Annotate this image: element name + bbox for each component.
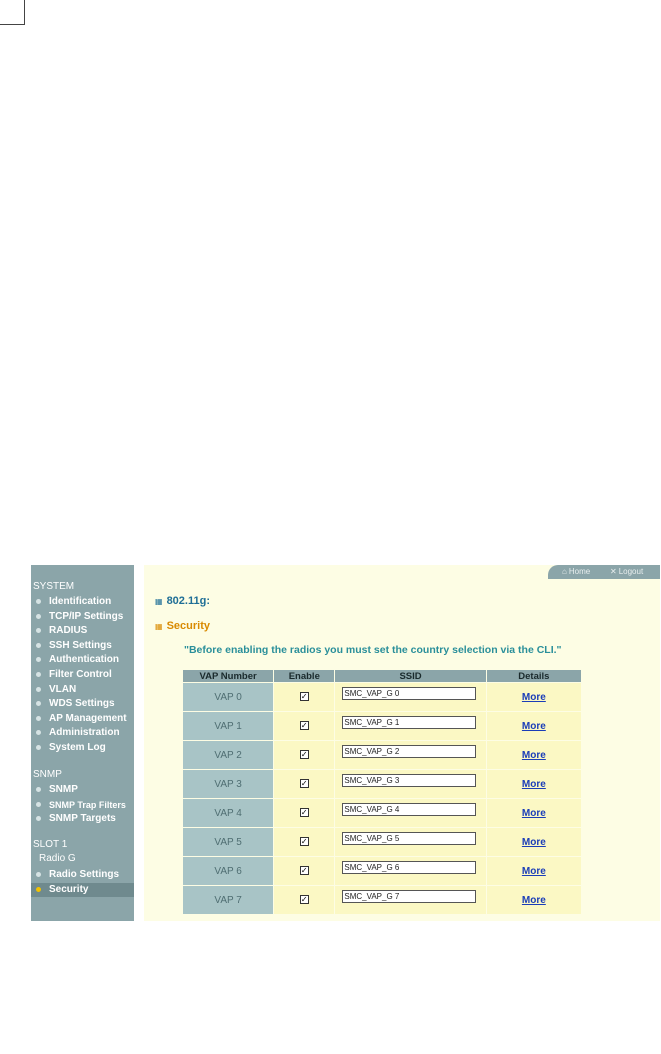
- table-row: [183, 886, 581, 914]
- sidebar-item-wds-settings[interactable]: [31, 697, 134, 711]
- gutter: [134, 565, 144, 921]
- enable-cell: [274, 886, 334, 914]
- ssid-input[interactable]: [342, 687, 476, 700]
- sidebar-item-snmp-trap-filters[interactable]: [31, 798, 134, 812]
- bullet-icon: [36, 643, 41, 648]
- sidebar-item-label: SNMP Trap Filters: [49, 799, 126, 810]
- table-row: [183, 857, 581, 885]
- enable-checkbox[interactable]: ✓: [300, 750, 308, 760]
- main-content: [144, 565, 660, 921]
- ssid-cell: [335, 683, 485, 711]
- sidebar-item-radio-settings[interactable]: [31, 868, 134, 882]
- details-cell: [487, 770, 581, 798]
- vap-number-cell: VAP 7: [183, 886, 273, 914]
- sidebar-item-label: TCP/IP Settings: [49, 610, 124, 622]
- vap-number-cell: VAP 1: [183, 712, 273, 740]
- sidebar-item-label: Security: [49, 884, 89, 895]
- page-title-text: Security: [166, 620, 210, 632]
- details-cell: [487, 886, 581, 914]
- ssid-input[interactable]: [342, 832, 476, 845]
- sidebar-item-snmp[interactable]: [31, 783, 134, 797]
- ssid-cell: [335, 857, 485, 885]
- sidebar-item-label: VLAN: [49, 683, 77, 695]
- ssid-cell: [335, 712, 485, 740]
- bullet-icon: [36, 599, 41, 604]
- bullet-icon: [36, 716, 41, 721]
- vap-number-cell: VAP 3: [183, 770, 273, 798]
- sidebar-item-label: WDS Settings: [49, 698, 115, 710]
- more-link[interactable]: More: [521, 720, 546, 732]
- sidebar-item-identification[interactable]: [31, 595, 134, 609]
- sidebar-item-label: SSH Settings: [49, 639, 112, 651]
- column-header-vap-number: VAP Number: [183, 670, 273, 682]
- enable-checkbox[interactable]: ✓: [300, 866, 308, 876]
- sidebar-divider: [31, 896, 134, 897]
- bullet-icon: [36, 657, 41, 662]
- more-link[interactable]: More: [521, 865, 546, 877]
- more-link[interactable]: More: [521, 778, 546, 790]
- sidebar-item-label: RADIUS: [49, 625, 88, 637]
- table-row: [183, 828, 581, 856]
- country-notice: "Before enabling the radios you must set the country selection via the CLI.": [184, 644, 562, 656]
- bullet-icon: [36, 787, 41, 792]
- bullet-icon: [36, 701, 41, 706]
- enable-cell: [274, 683, 334, 711]
- sidebar-item-radius[interactable]: [31, 624, 134, 638]
- bullet-icon: [36, 628, 41, 633]
- home-label: Home: [568, 567, 591, 576]
- enable-cell: [274, 741, 334, 769]
- enable-checkbox[interactable]: ✓: [300, 895, 308, 905]
- grid-bullet-icon: ▦: [155, 597, 163, 606]
- sidebar-item-tcpip-settings[interactable]: [31, 610, 134, 624]
- table-row: [183, 799, 581, 827]
- table-header-row: [183, 670, 581, 682]
- logout-icon: ✕: [610, 567, 617, 576]
- column-header-details: Details: [487, 670, 581, 682]
- sidebar-item-snmp-targets[interactable]: [31, 812, 134, 826]
- details-cell: [487, 683, 581, 711]
- grid-bullet-icon: ▦: [155, 622, 163, 631]
- sidebar-item-label: SNMP: [49, 784, 78, 795]
- bullet-icon: [36, 887, 41, 892]
- details-cell: [487, 799, 581, 827]
- band-heading-text: 802.11g:: [166, 595, 210, 607]
- enable-cell: [274, 770, 334, 798]
- details-cell: [487, 741, 581, 769]
- ssid-input[interactable]: [342, 890, 476, 903]
- ssid-cell: [335, 828, 485, 856]
- ssid-cell: [335, 799, 485, 827]
- bullet-icon: [36, 614, 41, 619]
- enable-cell: [274, 828, 334, 856]
- ssid-cell: [335, 741, 485, 769]
- table-row: [183, 741, 581, 769]
- vap-number-cell: VAP 2: [183, 741, 273, 769]
- ssid-input[interactable]: [342, 774, 476, 787]
- page-title: [155, 620, 210, 632]
- sidebar-section-snmp: SNMP: [33, 769, 62, 780]
- sidebar-item-ssh-settings[interactable]: [31, 639, 134, 653]
- sidebar-item-administration[interactable]: [31, 726, 134, 740]
- more-link[interactable]: More: [521, 807, 546, 819]
- enable-cell: [274, 799, 334, 827]
- details-cell: [487, 857, 581, 885]
- enable-cell: [274, 857, 334, 885]
- column-header-ssid: SSID: [335, 670, 485, 682]
- sidebar-item-vlan[interactable]: [31, 683, 134, 697]
- sidebar-item-label: Filter Control: [49, 669, 112, 680]
- bullet-icon: [36, 816, 41, 821]
- bullet-icon: [36, 745, 41, 750]
- enable-checkbox[interactable]: ✓: [300, 779, 308, 789]
- sidebar-item-label: AP Management: [49, 712, 127, 724]
- ssid-input[interactable]: [342, 861, 476, 874]
- sidebar-item-security[interactable]: [31, 883, 134, 897]
- ssid-input[interactable]: [342, 745, 476, 758]
- vap-number-cell: VAP 0: [183, 683, 273, 711]
- page-corner-mark: [0, 0, 25, 25]
- more-link[interactable]: More: [521, 749, 546, 761]
- sidebar-item-ap-management[interactable]: [31, 712, 134, 726]
- home-icon: ⌂: [562, 567, 567, 576]
- bullet-icon: [36, 872, 41, 877]
- band-heading: [155, 595, 210, 607]
- sidebar-radio-label: Radio G: [39, 853, 76, 864]
- enable-checkbox[interactable]: ✓: [300, 808, 308, 818]
- bullet-icon: [36, 730, 41, 735]
- column-header-enable: Enable: [274, 670, 334, 682]
- more-link[interactable]: More: [521, 691, 546, 703]
- sidebar-section-slot: SLOT 1: [33, 839, 68, 850]
- ssid-input[interactable]: [342, 716, 476, 729]
- details-cell: [487, 712, 581, 740]
- sidebar-item-label: Radio Settings: [49, 869, 120, 880]
- sidebar-section-system: SYSTEM: [33, 581, 75, 592]
- sidebar-item-filter-control[interactable]: [31, 668, 134, 682]
- sidebar-item-label: Administration: [49, 727, 120, 739]
- sidebar-item-label: Identification: [49, 596, 112, 607]
- ssid-cell: [335, 886, 485, 914]
- enable-checkbox[interactable]: ✓: [300, 837, 308, 847]
- enable-cell: [274, 712, 334, 740]
- sidebar-item-label: SNMP Targets: [49, 813, 116, 825]
- table-row: [183, 712, 581, 740]
- vap-table: [182, 669, 582, 915]
- logout-label: Logout: [618, 567, 644, 576]
- home-link[interactable]: [562, 565, 590, 579]
- vap-number-cell: VAP 5: [183, 828, 273, 856]
- bullet-icon: [36, 802, 41, 807]
- vap-number-cell: VAP 4: [183, 799, 273, 827]
- bullet-icon: [36, 687, 41, 692]
- enable-checkbox[interactable]: ✓: [300, 692, 308, 702]
- sidebar-nav: [31, 565, 134, 921]
- ssid-input[interactable]: [342, 803, 476, 816]
- sidebar-item-system-log[interactable]: [31, 741, 134, 755]
- table-row: [183, 683, 581, 711]
- app-window: [31, 565, 660, 921]
- details-cell: [487, 828, 581, 856]
- sidebar-item-label: System Log: [49, 742, 106, 753]
- sidebar-item-label: Authentication: [49, 654, 119, 666]
- more-link[interactable]: More: [521, 836, 546, 848]
- vap-number-cell: VAP 6: [183, 857, 273, 885]
- table-row: [183, 770, 581, 798]
- ssid-cell: [335, 770, 485, 798]
- more-link[interactable]: More: [521, 894, 546, 906]
- logout-link[interactable]: [610, 565, 643, 579]
- enable-checkbox[interactable]: ✓: [300, 721, 308, 731]
- top-nav-bar: [548, 565, 660, 579]
- sidebar-item-authentication[interactable]: [31, 653, 134, 667]
- bullet-icon: [36, 672, 41, 677]
